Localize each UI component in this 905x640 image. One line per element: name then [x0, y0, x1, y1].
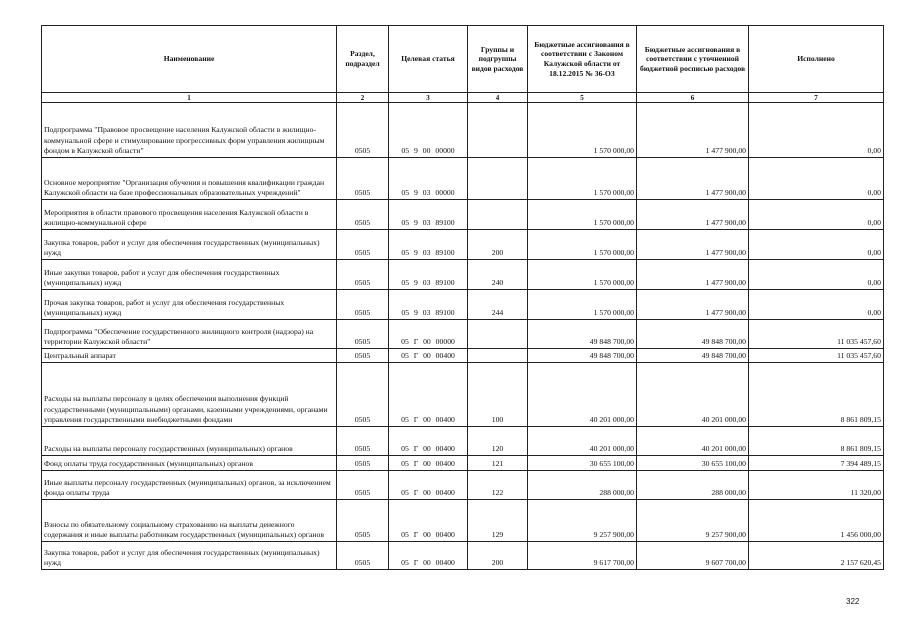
- row-expense-group-cell: 120: [468, 427, 528, 456]
- row-target-article-cell: 05 9 03 89100: [389, 200, 468, 230]
- row-budget-allocation-cell: 40 201 000,00: [637, 363, 749, 427]
- table-row: [42, 200, 884, 230]
- table-row: [42, 103, 884, 158]
- budget-execution-table: [41, 25, 884, 570]
- column-number-row: [42, 93, 884, 103]
- row-executed-cell: 0,00: [749, 260, 884, 290]
- row-target-article-cell: 05 Г 00 00400: [389, 456, 468, 471]
- row-law-allocation-cell: 1 570 000,00: [528, 260, 637, 290]
- row-expense-group-cell: 240: [468, 260, 528, 290]
- row-executed-cell: 0,00: [749, 230, 884, 260]
- row-law-allocation-cell: 9 257 900,00: [528, 500, 637, 542]
- row-expense-group-cell: 244: [468, 290, 528, 320]
- row-expense-group-cell: 200: [468, 230, 528, 260]
- row-executed-cell: 2 157 620,45: [749, 542, 884, 570]
- row-expense-group-cell: 129: [468, 500, 528, 542]
- row-budget-allocation-cell: 288 000,00: [637, 471, 749, 500]
- row-name-cell: Основное мероприятие "Организация обучения и повышения квалификации граждан Калужской области на базе профессиональных образовательных учреждений": [42, 158, 337, 200]
- row-executed-cell: 0,00: [749, 200, 884, 230]
- header-row: [42, 26, 884, 93]
- row-budget-allocation-cell: 1 477 900,00: [637, 290, 749, 320]
- row-budget-allocation-cell: 1 477 900,00: [637, 260, 749, 290]
- row-name-cell: Прочая закупка товаров, работ и услуг для обеспечения государственных (муниципальных) нужд: [42, 290, 337, 320]
- row-budget-allocation-cell: 9 607 700,00: [637, 542, 749, 570]
- table-body: [42, 103, 884, 570]
- table-row: [42, 456, 884, 471]
- row-name-cell: Иные выплаты персоналу государственных (муниципальных) органов, за исключением фонда оплаты труда: [42, 471, 337, 500]
- row-section-cell: 0505: [337, 363, 389, 427]
- table-row: [42, 260, 884, 290]
- column-number: 7: [749, 93, 884, 103]
- column-number: 4: [468, 93, 528, 103]
- row-budget-allocation-cell: 49 848 700,00: [637, 349, 749, 363]
- row-section-cell: 0505: [337, 103, 389, 158]
- row-target-article-cell: 05 9 03 89100: [389, 290, 468, 320]
- row-executed-cell: 0,00: [749, 103, 884, 158]
- row-section-cell: 0505: [337, 290, 389, 320]
- table-row: [42, 320, 884, 349]
- row-law-allocation-cell: 30 655 100,00: [528, 456, 637, 471]
- row-budget-allocation-cell: 40 201 000,00: [637, 427, 749, 456]
- header-expense-group: Группы и подгруппы видов расходов: [468, 26, 528, 93]
- row-budget-allocation-cell: 30 655 100,00: [637, 456, 749, 471]
- table-row: [42, 363, 884, 427]
- row-law-allocation-cell: 49 848 700,00: [528, 349, 637, 363]
- row-name-cell: Взносы по обязательному социальному страхованию на выплаты денежного содержания и иные выплаты работникам государственных (муниципальных) органов: [42, 500, 337, 542]
- row-executed-cell: 11 035 457,60: [749, 349, 884, 363]
- row-name-cell: Расходы на выплаты персоналу государственных (муниципальных) органов: [42, 427, 337, 456]
- row-section-cell: 0505: [337, 320, 389, 349]
- row-law-allocation-cell: 1 570 000,00: [528, 103, 637, 158]
- row-expense-group-cell: [468, 103, 528, 158]
- row-budget-allocation-cell: 1 477 900,00: [637, 200, 749, 230]
- row-name-cell: Иные закупки товаров, работ и услуг для обеспечения государственных (муниципальных) нужд: [42, 260, 337, 290]
- row-executed-cell: 1 456 000,00: [749, 500, 884, 542]
- row-name-cell: Подпрограмма "Обеспечение государственного жилищного контроля (надзора) на территории Калужской области": [42, 320, 337, 349]
- row-executed-cell: 8 861 809,15: [749, 427, 884, 456]
- row-law-allocation-cell: 1 570 000,00: [528, 158, 637, 200]
- row-budget-allocation-cell: 1 477 900,00: [637, 158, 749, 200]
- header-target-article: Целевая статья: [389, 26, 468, 93]
- row-expense-group-cell: 122: [468, 471, 528, 500]
- row-section-cell: 0505: [337, 260, 389, 290]
- row-target-article-cell: 05 Г 00 00400: [389, 427, 468, 456]
- row-name-cell: Расходы на выплаты персоналу в целях обеспечения выполнения функций государственными (муниципальными) органами, казенными учреждениями, органами управления государственными внебюджетными фондами: [42, 363, 337, 427]
- column-number: 5: [528, 93, 637, 103]
- budget-table-sheet: [41, 25, 883, 581]
- header-budget-allocations: Бюджетные ассигнования в соответствии с уточненной бюджетной росписью расходов: [637, 26, 749, 93]
- row-executed-cell: 0,00: [749, 290, 884, 320]
- table-row: [42, 500, 884, 542]
- table-row: [42, 542, 884, 570]
- row-budget-allocation-cell: 9 257 900,00: [637, 500, 749, 542]
- row-target-article-cell: 05 Г 00 00400: [389, 500, 468, 542]
- row-target-article-cell: 05 Г 00 00400: [389, 471, 468, 500]
- row-section-cell: 0505: [337, 471, 389, 500]
- header-executed: Исполнено: [749, 26, 884, 93]
- row-law-allocation-cell: 9 617 700,00: [528, 542, 637, 570]
- row-section-cell: 0505: [337, 158, 389, 200]
- row-expense-group-cell: [468, 200, 528, 230]
- row-expense-group-cell: 200: [468, 542, 528, 570]
- header-section: Раздел, подраздел: [337, 26, 389, 93]
- row-law-allocation-cell: 1 570 000,00: [528, 290, 637, 320]
- row-executed-cell: 0,00: [749, 158, 884, 200]
- table-row: [42, 230, 884, 260]
- row-target-article-cell: 05 Г 00 00400: [389, 363, 468, 427]
- row-target-article-cell: 05 9 03 00000: [389, 158, 468, 200]
- row-budget-allocation-cell: 1 477 900,00: [637, 230, 749, 260]
- row-section-cell: 0505: [337, 456, 389, 471]
- row-target-article-cell: 05 9 03 89100: [389, 260, 468, 290]
- page-number: 322: [846, 597, 860, 606]
- row-section-cell: 0505: [337, 427, 389, 456]
- row-law-allocation-cell: 1 570 000,00: [528, 200, 637, 230]
- header-name: Наименование: [42, 26, 337, 93]
- row-name-cell: Центральный аппарат: [42, 349, 337, 363]
- table-row: [42, 349, 884, 363]
- row-name-cell: Закупка товаров, работ и услуг для обеспечения государственных (муниципальных) нужд: [42, 230, 337, 260]
- row-target-article-cell: 05 9 03 89100: [389, 230, 468, 260]
- column-number: 2: [337, 93, 389, 103]
- column-number: 3: [389, 93, 468, 103]
- row-section-cell: 0505: [337, 500, 389, 542]
- row-section-cell: 0505: [337, 200, 389, 230]
- row-executed-cell: 7 394 489,15: [749, 456, 884, 471]
- row-expense-group-cell: [468, 349, 528, 363]
- row-name-cell: Подпрограмма "Правовое просвещение населения Калужской области в жилищно-коммунальной сфере и стимулирование прогрессивных форм управления жилищным фондом в Калужской области": [42, 103, 337, 158]
- row-section-cell: 0505: [337, 542, 389, 570]
- row-target-article-cell: 05 Г 00 00400: [389, 349, 468, 363]
- table-row: [42, 290, 884, 320]
- column-number: 1: [42, 93, 337, 103]
- row-law-allocation-cell: 1 570 000,00: [528, 230, 637, 260]
- row-target-article-cell: 05 Г 00 00000: [389, 320, 468, 349]
- row-expense-group-cell: [468, 158, 528, 200]
- row-target-article-cell: 05 9 00 00000: [389, 103, 468, 158]
- column-number: 6: [637, 93, 749, 103]
- row-expense-group-cell: [468, 320, 528, 349]
- row-expense-group-cell: 100: [468, 363, 528, 427]
- row-law-allocation-cell: 49 848 700,00: [528, 320, 637, 349]
- row-law-allocation-cell: 40 201 000,00: [528, 427, 637, 456]
- row-name-cell: Мероприятия в области правового просвещения населения Калужской области в жилищно-коммунальной сфере: [42, 200, 337, 230]
- table-row: [42, 427, 884, 456]
- row-section-cell: 0505: [337, 230, 389, 260]
- row-name-cell: Закупка товаров, работ и услуг для обеспечения государственных (муниципальных) нужд: [42, 542, 337, 570]
- row-executed-cell: 11 035 457,60: [749, 320, 884, 349]
- table-row: [42, 158, 884, 200]
- row-expense-group-cell: 121: [468, 456, 528, 471]
- row-executed-cell: 11 320,00: [749, 471, 884, 500]
- header-law-allocations: Бюджетные ассигнования в соответствии с Законом Калужской области от 18.12.2015 № 36-ОЗ: [528, 26, 637, 93]
- table-row: [42, 471, 884, 500]
- row-name-cell: Фонд оплаты труда государственных (муниципальных) органов: [42, 456, 337, 471]
- row-budget-allocation-cell: 1 477 900,00: [637, 103, 749, 158]
- row-law-allocation-cell: 288 000,00: [528, 471, 637, 500]
- row-executed-cell: 8 861 809,15: [749, 363, 884, 427]
- row-section-cell: 0505: [337, 349, 389, 363]
- row-target-article-cell: 05 Г 00 00400: [389, 542, 468, 570]
- row-budget-allocation-cell: 49 848 700,00: [637, 320, 749, 349]
- row-law-allocation-cell: 40 201 000,00: [528, 363, 637, 427]
